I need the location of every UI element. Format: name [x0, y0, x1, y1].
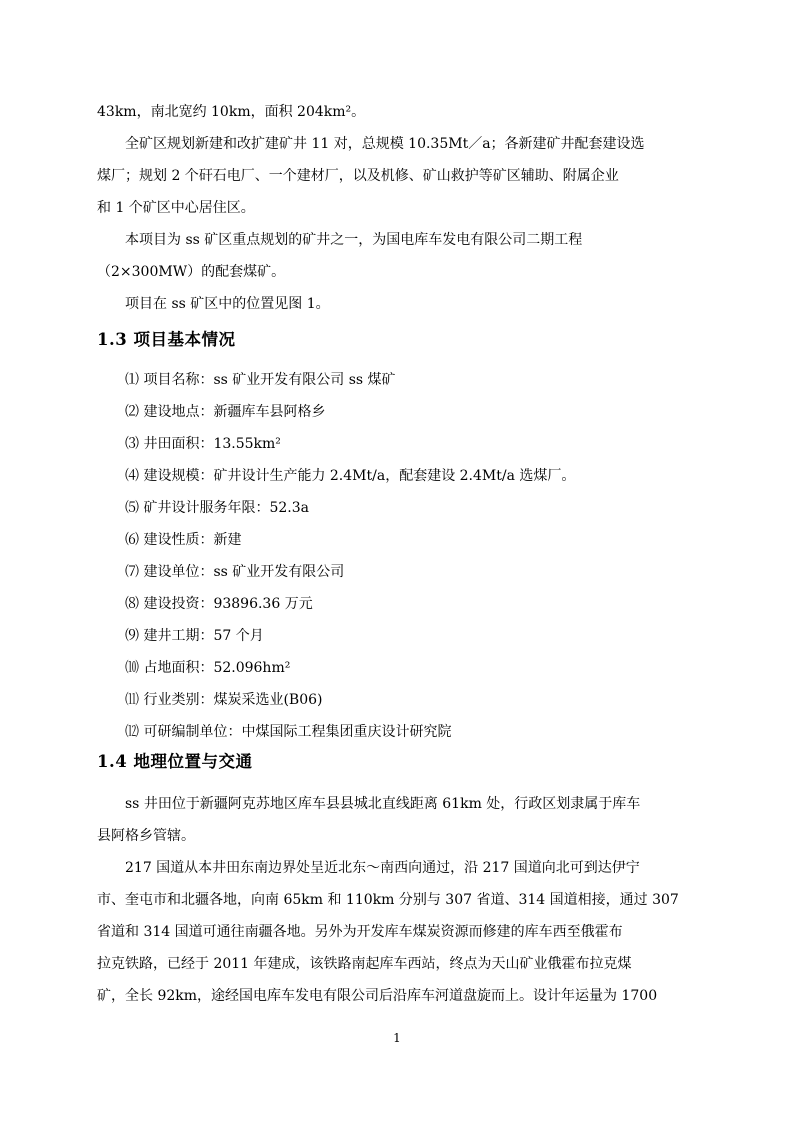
list-item: ⑷ 建设规模：矿井设计生产能力 2.4Mt/a，配套建设 2.4Mt/a 选煤厂。 [125, 468, 576, 484]
list-item: ⑺ 建设单位：ss 矿业开发有限公司 [125, 564, 345, 580]
list-item: ⑻ 建设投资：93896.36 万元 [125, 596, 313, 612]
list-item: ⑿ 可研编制单位：中煤国际工程集团重庆设计研究院 [125, 724, 452, 740]
text-line: 217 国道从本井田东南边界处呈近北东～南西向通过，沿 217 国道向北可到达伊宁 [125, 860, 640, 876]
list-item: ⑹ 建设性质：新建 [125, 532, 242, 548]
text-line: 矿，全长 92km，途经国电库车发电有限公司后沿库车河道盘旋而上。设计年运量为 1700 [97, 988, 658, 1004]
list-item: ⑴ 项目名称：ss 矿业开发有限公司 ss 煤矿 [125, 372, 396, 388]
text-line: 和 1 个矿区中心居住区。 [97, 200, 255, 216]
text-line: 省道和 314 国道可通往南疆各地。另外为开发库车煤炭资源而修建的库车西至俄霍布 [97, 924, 623, 940]
page-number: 1 [393, 1031, 401, 1045]
section-heading-1-4: 1.4 地理位置与交通 [97, 752, 253, 771]
text-line: 全矿区规划新建和改扩建矿井 11 对，总规模 10.35Mt／a；各新建矿井配套建设选 [125, 136, 645, 152]
text-line: 43km，南北宽约 10km，面积 204km²。 [97, 104, 366, 120]
text-line: 煤厂；规划 2 个矸石电厂、一个建材厂，以及机修、矿山救护等矿区辅助、附属企业 [97, 168, 619, 184]
list-item: ⑼ 建井工期：57 个月 [125, 628, 264, 644]
project-info-list [125, 364, 575, 748]
text-line: ss 井田位于新疆阿克苏地区库车县县城北直线距离 61km 处，行政区划隶属于库车 [125, 796, 641, 812]
text-line: （2×300MW）的配套煤矿。 [97, 264, 286, 280]
text-line: 市、奎屯市和北疆各地，向南 65km 和 110km 分别与 307 省道、314 国道相接，通过 307 [97, 892, 679, 908]
text-line: 县阿格乡管辖。 [97, 828, 195, 844]
text-line: 项目在 ss 矿区中的位置见图 1。 [125, 296, 330, 312]
section-heading-1-3: 1.3 项目基本情况 [97, 330, 236, 349]
list-item: ⑸ 矿井设计服务年限：52.3a [125, 500, 309, 516]
text-line: 拉克铁路，已经于 2011 年建成，该铁路南起库车西站，终点为天山矿业俄霍布拉克煤 [97, 956, 632, 972]
list-item: ⑽ 占地面积：52.096hm² [125, 660, 291, 676]
list-item: ⑵ 建设地点：新疆库车县阿格乡 [125, 404, 326, 420]
intro-paragraph [97, 96, 697, 320]
location-paragraph [97, 788, 697, 1012]
list-item: ⑾ 行业类别：煤炭采选业(B06) [125, 692, 323, 708]
list-item: ⑶ 井田面积：13.55km² [125, 436, 281, 452]
text-line: 本项目为 ss 矿区重点规划的矿井之一，为国电库车发电有限公司二期工程 [125, 232, 583, 248]
